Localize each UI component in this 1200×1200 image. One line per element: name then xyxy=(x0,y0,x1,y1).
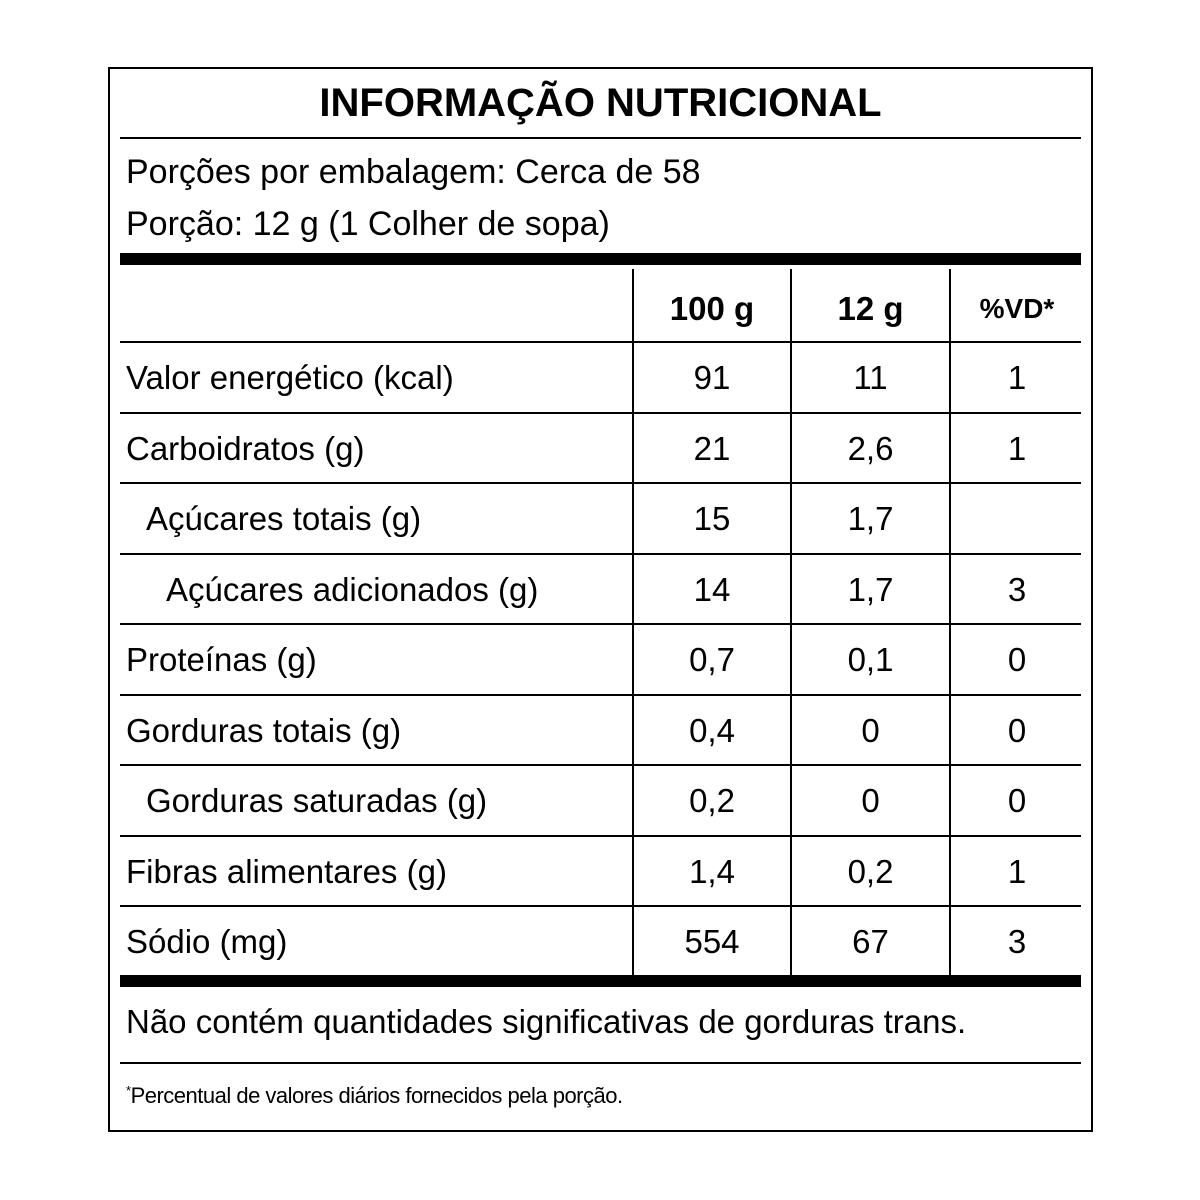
footnote-text: Percentual de valores diários fornecidos pela porção. xyxy=(130,1083,623,1108)
column-header-portion: 12 g xyxy=(837,290,904,327)
column-header-daily-value: %VD* xyxy=(979,293,1055,324)
row-divider xyxy=(120,553,1081,555)
value-per-portion: 1,7 xyxy=(847,500,894,537)
nutrient-name: Fibras alimentares (g) xyxy=(126,852,447,890)
value-per-100g: 15 xyxy=(693,500,731,537)
row-divider xyxy=(120,694,1081,696)
value-per-portion: 1,7 xyxy=(847,570,894,608)
daily-value-percent: 1 xyxy=(1007,359,1027,396)
nutrient-name: Carboidratos (g) xyxy=(126,429,365,467)
row-divider xyxy=(120,764,1081,766)
daily-value-percent: 0 xyxy=(1007,641,1027,678)
row-divider xyxy=(120,835,1081,837)
nutrient-name: Valor energético (kcal) xyxy=(126,359,454,396)
value-per-100g: 0,2 xyxy=(689,782,735,819)
serving-divider xyxy=(120,253,1081,265)
value-per-portion: 67 xyxy=(852,923,889,960)
portion-size: Porção: 12 g (1 Colher de sopa) xyxy=(126,205,610,243)
daily-value-percent: 3 xyxy=(1007,923,1027,960)
footnote xyxy=(126,1083,623,1109)
value-per-portion: 11 xyxy=(853,359,888,396)
nutrient-name: Gorduras totais (g) xyxy=(126,711,402,749)
daily-value-percent: 0 xyxy=(1007,711,1027,749)
nutrient-name: Açúcares totais (g) xyxy=(146,500,422,537)
footnote-mark: * xyxy=(126,1083,131,1098)
value-per-portion: 0 xyxy=(861,782,880,819)
trans-fat-note: Não contém quantidades significativas de gorduras trans. xyxy=(126,1003,967,1040)
label-title: INFORMAÇÃO NUTRICIONAL xyxy=(319,81,882,125)
value-per-portion: 0 xyxy=(861,711,880,749)
note-divider xyxy=(120,1062,1081,1064)
row-divider xyxy=(120,623,1081,625)
daily-value-percent: 0 xyxy=(1007,782,1027,819)
row-divider xyxy=(120,905,1081,907)
nutrient-name: Sódio (mg) xyxy=(126,923,288,960)
value-per-100g: 554 xyxy=(684,923,740,960)
value-per-portion: 2,6 xyxy=(847,429,894,467)
value-per-100g: 0,7 xyxy=(689,641,735,678)
nutrient-name: Proteínas (g) xyxy=(126,641,317,678)
nutrient-name: Gorduras saturadas (g) xyxy=(146,782,488,819)
servings-per-package: Porções por embalagem: Cerca de 58 xyxy=(126,153,701,191)
title-divider xyxy=(120,137,1081,139)
value-per-100g: 14 xyxy=(693,570,731,608)
nutrient-name: Açúcares adicionados (g) xyxy=(166,570,539,608)
value-per-100g: 0,4 xyxy=(689,711,735,749)
nutrition-facts-label xyxy=(108,67,1093,1132)
daily-value-percent: 3 xyxy=(1007,570,1027,608)
value-per-100g: 21 xyxy=(693,429,731,467)
value-per-portion: 0,2 xyxy=(847,852,894,890)
row-divider xyxy=(120,412,1081,414)
value-per-portion: 0,1 xyxy=(847,641,894,678)
daily-value-percent: 1 xyxy=(1007,852,1027,890)
value-per-100g: 91 xyxy=(693,359,731,396)
value-per-100g: 1,4 xyxy=(689,852,735,890)
column-header-100g: 100 g xyxy=(669,290,755,327)
row-divider xyxy=(120,482,1081,484)
header-divider xyxy=(120,341,1081,343)
table-bottom-divider xyxy=(120,975,1081,987)
daily-value-percent: 1 xyxy=(1007,429,1027,467)
